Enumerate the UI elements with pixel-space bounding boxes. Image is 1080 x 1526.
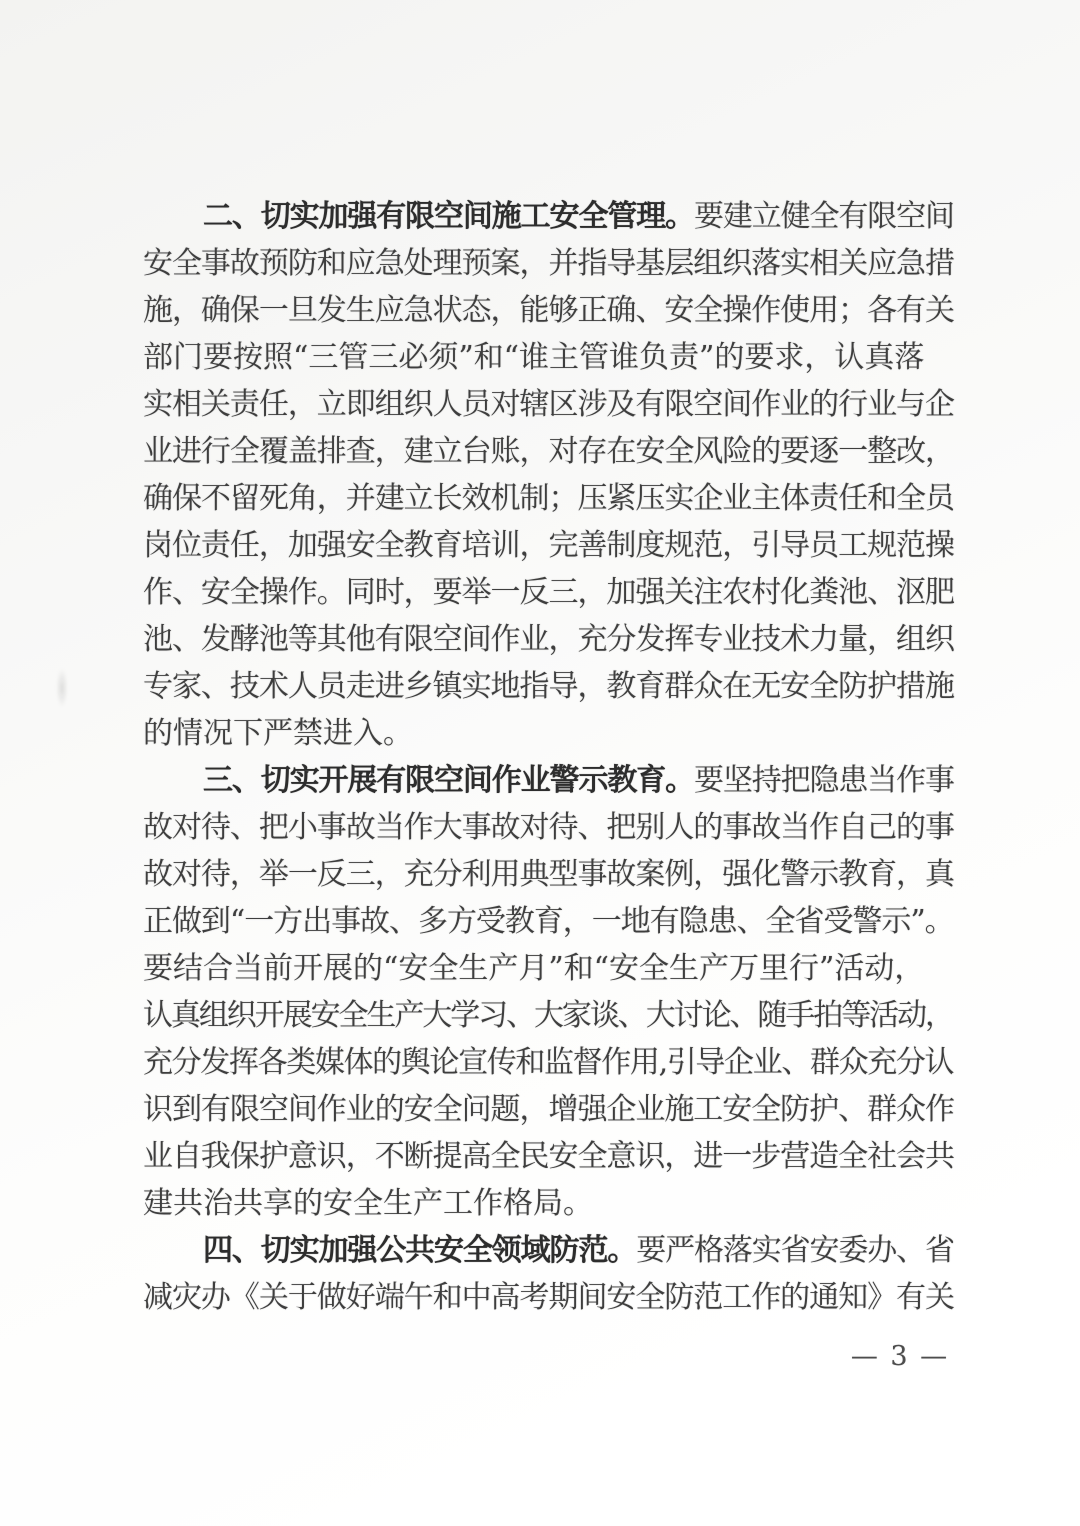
scan-smudge: [56, 668, 68, 708]
document-body: [143, 193, 955, 1321]
text-line: 的情况下严禁进入。: [143, 716, 413, 751]
text-line: 施，确保一旦发生应急状态，能够正确、安全操作使用；各有关: [143, 293, 954, 328]
text-line: 确保不留死角，并建立长效机制；压紧压实企业主体责任和全员: [143, 481, 954, 516]
text-line: 充分发挥各类媒体的舆论宣传和监督作用,引导企业、群众充分认: [143, 1045, 954, 1080]
page-number: — 3 —: [850, 1341, 950, 1372]
text-line: 故对待、把小事故当作大事故对待、把别人的事故当作自己的事: [143, 810, 954, 845]
text-line: 业自我保护意识，不断提高全民安全意识，进一步营造全社会共: [143, 1139, 954, 1174]
section-heading: 四、切实加强公共安全领域防范。: [203, 1233, 637, 1268]
text-line: 故对待，举一反三，充分利用典型事故案例，强化警示教育，真: [143, 857, 954, 892]
text-line: 认真组织开展安全生产大学习、大家谈、大讨论、随手拍等活动，: [143, 998, 953, 1033]
text-line: 减灾办《关于做好端午和中高考期间安全防范工作的通知》有关: [143, 1280, 954, 1315]
section-heading-line: 三、切实开展有限空间作业警示教育。要坚持把隐患当作事: [203, 763, 954, 798]
text-line: 实相关责任，立即组织人员对辖区涉及有限空间作业的行业与企: [143, 387, 954, 422]
text-line: 岗位责任，加强安全教育培训，完善制度规范，引导员工规范操: [143, 528, 954, 563]
section-heading-line: 二、切实加强有限空间施工安全管理。要建立健全有限空间: [203, 199, 954, 234]
section-heading-line: 四、切实加强公共安全领域防范。要严格落实省安委办、省: [203, 1233, 954, 1268]
text-line: 正做到“一方出事故、多方受教育，一地有隐患、全省受警示”。: [143, 904, 954, 939]
text-line: 专家、技术人员走进乡镇实地指导，教育群众在无安全防护措施: [143, 669, 954, 704]
text-line: 识到有限空间作业的安全问题，增强企业施工安全防护、群众作: [143, 1092, 954, 1127]
section-heading: 三、切实开展有限空间作业警示教育。: [203, 763, 694, 798]
text-line: 建共治共享的安全生产工作格局。: [143, 1186, 593, 1221]
text-line: 部门要按照“三管三必须”和“谁主管谁负责”的要求，认真落: [143, 340, 925, 375]
text-line: 业进行全覆盖排查，建立台账，对存在安全风险的要逐一整改，: [143, 434, 954, 469]
section-heading: 二、切实加强有限空间施工安全管理。: [203, 199, 694, 234]
text-line: 要结合当前开展的“安全生产月”和“安全生产万里行”活动，: [143, 951, 925, 986]
text-line: 池、发酵池等其他有限空间作业，充分发挥专业技术力量，组织: [143, 622, 954, 657]
text-line: 作、安全操作。同时，要举一反三，加强关注农村化粪池、沤肥: [143, 575, 954, 610]
text-line: 安全事故预防和应急处理预案，并指导基层组织落实相关应急措: [143, 246, 954, 281]
